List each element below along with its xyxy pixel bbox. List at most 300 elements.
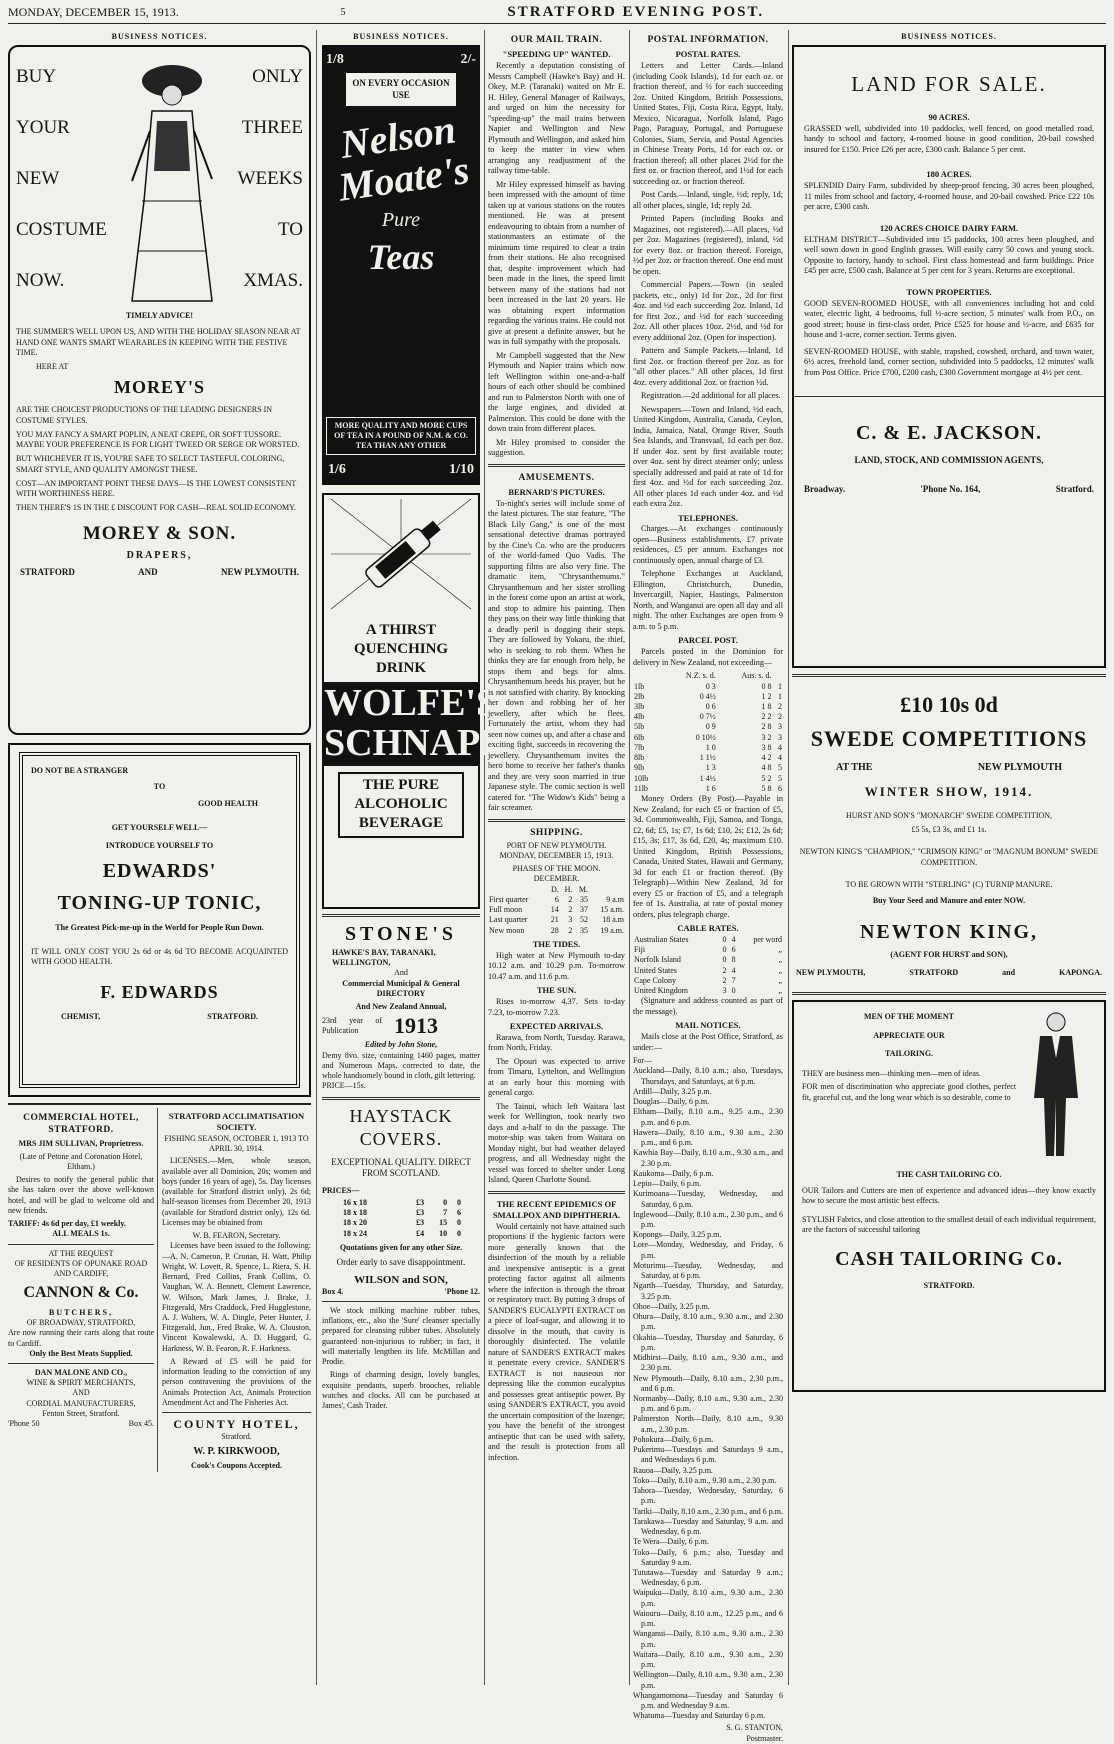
mail-notice-item: Ohoe—Daily, 3.25 p.m. bbox=[633, 1301, 710, 1311]
table-cell: 0 bbox=[457, 1218, 461, 1228]
morey-text: HERE AT bbox=[36, 362, 69, 372]
word: XMAS. bbox=[243, 269, 303, 291]
morey-right-words bbox=[238, 51, 303, 307]
table-cell: 0 3 bbox=[705, 681, 716, 691]
postal-paragraph: (Signature and address counted as part of the message). bbox=[633, 996, 783, 1016]
morey-text: BUT WHICHEVER IT IS, YOU'RE SAFE TO SELECT TASTEFUL COLORING, SMART STYLE, AND QUALITY AMONGST THESE. bbox=[16, 454, 285, 474]
cash-text: THEY are business men—thinking men—men of ideas. bbox=[802, 1069, 981, 1079]
postal-paragraph: Registration.—2d additional for all places. bbox=[641, 391, 781, 401]
morey-left-words bbox=[16, 51, 107, 307]
moon-row bbox=[488, 905, 625, 915]
tonic-name: TONING-UP TONIC, bbox=[57, 892, 262, 914]
table-cell: 4 bbox=[731, 965, 736, 975]
newspaper-title: STRATFORD EVENING POST. bbox=[507, 4, 765, 20]
table-cell: 2 bbox=[568, 925, 573, 935]
cannon-name: CANNON & Co. bbox=[23, 1284, 139, 1302]
edwards-chemist: CHEMIST, bbox=[61, 1012, 101, 1022]
mail-notice-item: Te Wera—Daily, 6 p.m. bbox=[633, 1537, 709, 1547]
table-cell: 18 a.m bbox=[602, 915, 624, 925]
word: NOW. bbox=[16, 269, 65, 291]
table-cell: N.Z. s. d. bbox=[685, 671, 716, 681]
county-hotel-town: Stratford. bbox=[221, 1432, 252, 1442]
nelson-name: Nelson Moate's bbox=[335, 106, 472, 210]
mail-notice-item: Ohura—Daily, 8.10 a.m., 9.30 a.m., and 2.30 p.m. bbox=[633, 1312, 783, 1332]
table-cell: 8lb bbox=[634, 753, 645, 763]
table-cell: Cape Colony bbox=[634, 975, 676, 985]
table-cell bbox=[488, 885, 546, 895]
wolfe-thirst: A THIRST QUENCHING DRINK bbox=[353, 621, 449, 677]
table-cell: 2 bbox=[722, 965, 727, 975]
morey-text: YOU MAY FANCY A SMART POPLIN, A NEAT CREPE, OR SOFT TUSSORE. MAYBE YOUR PREFERENCE IS FOR LIGHT TWEED OR SERGE OR WORSTED. bbox=[16, 429, 300, 450]
table-cell: 1 bbox=[778, 681, 782, 691]
cable-row bbox=[633, 955, 783, 965]
location: STRATFORD bbox=[20, 566, 75, 577]
newton-king-locations bbox=[796, 968, 1102, 978]
table-cell: „ bbox=[778, 965, 782, 975]
table-cell: United States bbox=[634, 965, 677, 975]
jackson-contact bbox=[804, 484, 1094, 496]
swede-at: AT THE bbox=[836, 761, 873, 773]
table-cell: 2lb bbox=[634, 691, 645, 701]
table-cell: 0 6 bbox=[705, 701, 716, 711]
morey-advert bbox=[8, 45, 311, 735]
morey-name: MOREY'S bbox=[113, 377, 205, 398]
parcel-row bbox=[633, 682, 783, 692]
edwards-line: DO NOT BE A STRANGER bbox=[31, 766, 129, 776]
table-cell: M. bbox=[578, 884, 588, 894]
section-label: BUSINESS NOTICES. bbox=[353, 32, 449, 41]
table-cell: 37 bbox=[579, 905, 588, 915]
table-cell: 2 8 bbox=[761, 722, 772, 732]
table-cell: 52 bbox=[579, 915, 588, 925]
wolfe-bev-line: BEVERAGE bbox=[358, 815, 444, 832]
society-season: FISHING SEASON, OCTOBER 1, 1913 TO APRIL 30, 1914. bbox=[164, 1133, 309, 1154]
location: NEW PLYMOUTH, bbox=[796, 968, 866, 978]
stone-year-row bbox=[322, 1012, 480, 1040]
cash-firm-small: THE CASH TAILORING CO. bbox=[896, 1169, 1002, 1179]
table-cell: 15 a.m. bbox=[600, 905, 624, 915]
moon-row bbox=[488, 915, 625, 925]
lady-illustration-icon bbox=[112, 51, 232, 307]
table-cell: 2 bbox=[568, 905, 573, 915]
table-cell: 3 8 bbox=[761, 742, 772, 752]
table-cell: 4 8 bbox=[761, 763, 772, 773]
table-cell: 28 bbox=[550, 925, 559, 935]
table-cell: £4 bbox=[416, 1228, 425, 1238]
table-cell: Norfolk Island bbox=[634, 955, 681, 965]
mail-notice-item: Toko—Daily, 8.10 a.m., 9.30 a.m., 2.30 p.m. bbox=[633, 1475, 777, 1485]
table-cell: „ bbox=[778, 945, 782, 955]
mail-notice-item: Waiouru—Daily, 8.10 a.m., 12.25 p.m., and 6 p.m. bbox=[633, 1608, 783, 1629]
jackson-phone: 'Phone No. 164, bbox=[920, 484, 981, 495]
table-cell: 0 bbox=[722, 945, 727, 955]
location: AND bbox=[138, 566, 158, 577]
table-cell: 0 bbox=[457, 1228, 461, 1238]
land-heading: 90 ACRES. bbox=[928, 112, 970, 123]
haystack-contact bbox=[322, 1287, 480, 1297]
mail-notices-list bbox=[633, 1056, 783, 1721]
land-heading: 180 ACRES. bbox=[926, 169, 972, 180]
mail-notice-item: Auckland—Daily, 8.10 a.m.; also, Tuesdays, Thursdays, and Saturdays, at 6 p.m. bbox=[633, 1066, 783, 1086]
postal-paragraph: Pattern and Sample Packets.—Inland, 1d first 2oz. or fraction thereof per 2oz. as for "all other places." All other places, 1d first 4oz. every additional 2oz. or fraction ½d. bbox=[633, 346, 783, 387]
table-cell: 3 bbox=[568, 915, 573, 925]
postal-paragraph: Newspapers.—Town and Inland, ½d each, United Kingdom, Australia, Canada, Ceylon, India, Jamaica, Natal, Orange River, South Sea Islands, and Transvaal, 1d each per 8oz. If under 4oz. sent by first available route; over 4oz. sent by direct steamer only; unless specially addressed and paid at rate of 1d for first 4oz. and ½d for each succeeding 2oz. All other places 1d each under 4oz. and ½d each extra 2oz. bbox=[633, 404, 783, 509]
section-label: BUSINESS NOTICES. bbox=[901, 32, 997, 41]
location: STRATFORD bbox=[909, 968, 959, 978]
postal-paragraph: Printed Papers (including Books and Magazines, not registered).—All places, ½d per 2oz. Magazines (registered), inland, ½d for every 8oz. or fraction thereof. Foreign, ½d per 2oz. or fraction thereof. One end must be open. bbox=[633, 214, 783, 276]
haystack-prices-table bbox=[342, 1198, 462, 1239]
stone-directory: Commercial Municipal & General DIRECTORY bbox=[342, 978, 460, 998]
table-cell: Full moon bbox=[489, 905, 523, 915]
table-cell: 18 x 20 bbox=[343, 1218, 367, 1228]
land-heading: 120 ACRES CHOICE DAIRY FARM. bbox=[879, 222, 1019, 233]
table-cell: 2 2 bbox=[761, 712, 772, 722]
cash-text: OUR Tailors and Cutters are men of experience and advanced ideas—they know exactly how to secure the most artistic best effects. bbox=[802, 1186, 1096, 1206]
table-cell bbox=[589, 885, 625, 895]
column-rule bbox=[788, 30, 789, 1685]
mail-notice-item: Moturimu—Tuesday, Wednesday, and Saturday, at 6 p.m. bbox=[633, 1260, 783, 1281]
parcel-row bbox=[633, 784, 783, 794]
amusements-subtitle: BERNARD'S PICTURES. bbox=[508, 486, 605, 497]
table-cell: 3 bbox=[778, 722, 782, 732]
table-cell: New moon bbox=[489, 925, 525, 935]
postal-rates-heading: POSTAL RATES. bbox=[675, 49, 741, 60]
table-cell: 0 10½ bbox=[695, 732, 716, 742]
cash-text: STYLISH Fabrics, and close attention to the smallest detail of each individual requirement, are the factors of successful tailoring bbox=[802, 1214, 1096, 1234]
mail-notice-item: Kawhia Bay—Daily, 8.10 a.m., 9.30 a.m., and 2.30 p.m. bbox=[633, 1148, 783, 1168]
table-cell: 9lb bbox=[634, 763, 645, 773]
table-cell: 11lb bbox=[634, 783, 648, 793]
location: KAPONGA. bbox=[1059, 968, 1102, 978]
cash-line: MEN OF THE MOMENT bbox=[864, 1012, 954, 1022]
hotel-title: COMMERCIAL HOTEL, STRATFORD. bbox=[23, 1113, 139, 1136]
county-hotel-name: COUNTY HOTEL, bbox=[173, 1417, 300, 1432]
table-cell: 0 bbox=[731, 986, 736, 996]
table-cell: £3 bbox=[416, 1218, 425, 1228]
table-cell: First quarter bbox=[489, 894, 529, 904]
mail-notice-item: Hawera—Daily, 8.10 a.m., 9.30 a.m., 2.30 p.m., and 6 p.m. bbox=[633, 1127, 783, 1148]
table-cell: 1 0 bbox=[705, 742, 716, 752]
cannon-trade: BUTCHERS, bbox=[48, 1307, 113, 1317]
article-paragraph: Mr Campbell suggested that the New Plymouth and Napier trains which now left Wellington within one-and-a-half hours of each other should be combined and run to Palmerston North with one of the large engines, and divided at Palmerston. This could be done with the down train from different places. bbox=[488, 350, 625, 434]
table-cell: 5 bbox=[778, 773, 782, 783]
table-cell: 1 4½ bbox=[699, 773, 716, 783]
table-cell: 4lb bbox=[634, 712, 645, 722]
swede-comp-prizes: £5 5s, £3 3s, and £1 1s. bbox=[911, 825, 987, 835]
mail-notice-item: Waitara—Daily, 8.10 a.m., 9.30 a.m., 2.30 p.m. bbox=[633, 1649, 783, 1670]
parcel-post-heading: PARCEL POST. bbox=[678, 635, 738, 646]
swede-manure: TO BE GROWN WITH "STERLING" (C) TURNIP MANURE. bbox=[845, 879, 1053, 889]
table-cell: per word bbox=[753, 934, 782, 944]
article-paragraph: Would certainly not have attained such proportions if the hygienic factors were more generally known that the disinfection of the mouth by a reliable and inexpensive antiseptic is a great protecting factor against all ailments where the infection is through the throat or respiratory tract. By putting 3 drops of SANDER'S EUCALYPTI EXTRACT on a piece of loaf-sugar, and allowing it to dissolve in the mouth, that cavity is thoroughly disinfected. The volatile nature of SANDER'S EXTRACT makes it penetrate every crevice. SANDER'S EXTRACT is not nauseous nor depressing like the common eucalyptus and possesses great antiseptic power. By using SANDER'S EXTRACT, you avoid the uncertain composition of the lozenge; you have the benefit of the strongest antiseptic that can be used with safety, and the result is protection from all infection. bbox=[488, 1221, 625, 1462]
cash-line: TAILORING. bbox=[884, 1048, 934, 1058]
wolfe-name bbox=[324, 682, 525, 766]
mail-notice-item: New Plymouth—Daily, 8.10 a.m., 2.30 p.m., and 6 p.m. bbox=[633, 1373, 783, 1393]
mail-notice-item: Kurimoana—Tuesday, Wednesday, and Saturday, 6 p.m. bbox=[633, 1189, 783, 1209]
parcel-row bbox=[633, 671, 783, 681]
mail-notice-item: Midhirst—Daily, 8.10 a.m., 9.30 a.m., and 2.30 p.m. bbox=[633, 1353, 783, 1373]
hotel-meals: ALL MEALS 1s. bbox=[52, 1229, 110, 1239]
table-cell: 0 bbox=[722, 955, 727, 965]
article-paragraph: Recently a deputation consisting of Messrs Campbell (Hawke's Bay) and H. Okey, M.P. (Taranaki) waited on Mr E. H. Hiley, General Manager of Railways, and urged on him the necessity for "speeding-up" the mail trains between Napier and Wellington and New Plymouth and Wellington, and asked him to keep the matter in view when arranging any readjustment of the railway time-table. bbox=[488, 61, 625, 176]
stone-editor: Edited by John Stone, bbox=[364, 1040, 438, 1050]
stone-pub: 23rd year of Publication bbox=[322, 1016, 382, 1036]
morey-firm: MOREY & SON. bbox=[82, 522, 237, 544]
edwards-advert bbox=[8, 743, 311, 1097]
malone-contact bbox=[8, 1419, 154, 1429]
mail-notice-item: Whatuma—Tuesday and Saturday 6 p.m. bbox=[633, 1711, 766, 1721]
table-cell: 2 bbox=[568, 894, 573, 904]
table-cell: 7 bbox=[443, 1208, 448, 1218]
article-paragraph: To-night's series will include some of the latest pictures. The star feature, "The Black Lily Gang," is one of the most sensational detective dramas portrayed by the Cine's Co. who are the producers of the world-famed Quo Vadis. The supporting films are also very fine. The dramatic item, "Chrysanthemums." Chrysanthemum and her sister strolling in the forest come upon an artist at work, and stop to admire his painting. Then they pass on their way little thinking that a deadly peril is dogging their steps. They are followed by Yokaru, the thief, who is seeking to rob them. When he thinks they are far enough from help, he stops them and begs for alms. Chrysanthemum heeds his prayer, but he is not satisfied with charity. By knocking her down and robbing her of her jewellery, after which he flees. Fortunately the artist, whom they had seen now comes up, and after a chase and exciting fight, succeeds in recovering the jewellery. Chrysanthemum invites the hero home to receive her father's thanks and they are very soon married in true Japanese style. The comic section is well catered for. "The Widow's Kids" being a fair screamer. bbox=[488, 498, 625, 813]
cannon-text: OF RESIDENTS OF OPUNAKE ROAD AND CARDIFF, bbox=[14, 1258, 148, 1279]
mail-notice-item: Palmerston North—Daily, 8.10 a.m., 9.30 a.m., 2.30 p.m. bbox=[633, 1414, 783, 1434]
society-secretary: W. B. FEARON, Secretary. bbox=[192, 1231, 281, 1241]
cable-row bbox=[633, 966, 783, 976]
nelson-prices-top bbox=[326, 51, 476, 69]
sun-heading: THE SUN. bbox=[536, 985, 577, 996]
table-cell: 3 bbox=[778, 732, 782, 742]
mail-notice-item: Ngarth—Tuesday, Thursday, and Saturday, 3.25 p.m. bbox=[633, 1281, 783, 1301]
table-cell: Aus. s. d. bbox=[741, 671, 772, 681]
haystack-phone: 'Phone 12. bbox=[444, 1286, 480, 1296]
edwards-line: IT WILL ONLY COST YOU 2s 6d or 4s 6d TO BECOME ACQUAINTED WITH GOOD HEALTH. bbox=[31, 946, 288, 967]
table-cell: „ bbox=[778, 955, 782, 965]
county-hotel-proprietor: W. P. KIRKWOOD, bbox=[193, 1445, 280, 1457]
nelson-moate-advert bbox=[322, 45, 480, 485]
moon-row bbox=[488, 885, 625, 895]
milking-notice: We stock milking machine rubber tubes, inflations, etc., also the 'Sure' cleanser specially prepared for cleansing rubber tubes. Absolutely guaranteed non-injurious to rubber; in fact, it will materially lengthen its life. McMillan and Prodie. bbox=[322, 1305, 480, 1367]
table-cell: 1 6 bbox=[705, 783, 716, 793]
table-cell: 2 bbox=[778, 712, 782, 722]
table-cell: 1 bbox=[778, 691, 782, 701]
edwards-inner-frame bbox=[22, 755, 297, 1085]
wolfe-name-line: WOLFE'S bbox=[324, 682, 498, 725]
postal-paragraph: Letters and Letter Cards.—Inland (including Cook Islands), 1d for each oz. or fraction thereof, and ½ for each succeeding 2oz. United Kingdom, British Possessions, United States, Fiji, Costa Rica, Egypt, Italy, Mexico, Nicaragua, Norfolk Island, Pago Pago, Paraguay, Portugal, and Portuguese Colonies, Siam, Servia, and Postal Agencies in Chinese Treaty Ports, 1d for each oz. or fraction thereof; all other places 2½d for the first oz. or fraction thereof, and 1½d for each succeeding oz. or fraction thereof. bbox=[633, 61, 783, 186]
parcel-row bbox=[633, 753, 783, 763]
mail-notice-item: Toko—Daily, 6 p.m.; also, Tuesday and Saturday 9 a.m. bbox=[633, 1547, 783, 1567]
word: ONLY bbox=[252, 66, 303, 88]
malone-text: AND bbox=[72, 1388, 90, 1398]
table-cell: 5lb bbox=[634, 722, 645, 732]
parcel-row bbox=[633, 722, 783, 732]
price-row bbox=[342, 1198, 462, 1208]
arrivals-text: Rarawa, from North, Tuesday. Rarawa, from North, Friday. bbox=[488, 1032, 625, 1053]
mail-notice-item: Tututawa—Tuesday and Saturday 9 a.m.; Wednesday, 6 p.m. bbox=[633, 1567, 783, 1588]
tides-heading: THE TIDES. bbox=[532, 938, 581, 949]
cannon-text: OF BROADWAY, STRATFORD, bbox=[26, 1318, 136, 1328]
article-paragraph: The Tainui, which left Waitara last week for Wellington, took nearly two days and a-half to do the passage. The motor-ship was taken from Waitara on Monday night, but had weather delayed progress, and all Wednesday night the vessel was forced to shelter under Long Island, Queen Charlotte Sound. bbox=[488, 1101, 625, 1185]
table-cell: 0 9 bbox=[705, 722, 716, 732]
cash-header bbox=[802, 1008, 1096, 1162]
jackson-street: Broadway. bbox=[804, 484, 846, 495]
prize-amount: £10 10s 0d bbox=[900, 692, 998, 718]
swede-comp: NEWTON KING'S "CHAMPION," "CRIMSON KING" or "MAGNUM BONUM" SWEDE COMPETITION. bbox=[799, 847, 1099, 867]
malone-box: Box 45. bbox=[128, 1419, 154, 1429]
table-cell: 18 x 18 bbox=[343, 1208, 367, 1218]
shipping-date: MONDAY, DECEMBER 15, 1913. bbox=[499, 850, 614, 860]
morey-text: ARE THE CHOICEST PRODUCTIONS OF THE LEADING DESIGNERS IN COSTUME STYLES. bbox=[16, 405, 273, 425]
haystack-firm: WILSON and SON, bbox=[354, 1273, 448, 1286]
tailored-man-icon bbox=[1016, 1008, 1096, 1162]
shipping-port: PORT OF NEW PLYMOUTH. bbox=[506, 840, 607, 850]
table-cell: 0 7½ bbox=[699, 712, 716, 722]
mail-train-subtitle: "SPEEDING UP" WANTED. bbox=[502, 49, 611, 60]
edwards-line: The Greatest Pick-me-up in the World for People Run Down. bbox=[55, 922, 264, 932]
morey-headline bbox=[16, 51, 303, 307]
parcel-row bbox=[633, 702, 783, 712]
malone-text: CORDIAL MANUFACTURERS, bbox=[26, 1398, 136, 1408]
swede-buy: Buy Your Seed and Manure and enter NOW. bbox=[872, 896, 1026, 906]
malone-address: Fenton Street, Stratford. bbox=[42, 1408, 120, 1418]
mail-notice-item: Inglewood—Daily, 8.10 a.m., 2.30 p.m., and 6 p.m. bbox=[633, 1209, 783, 1229]
table-cell: 6 bbox=[457, 1208, 461, 1218]
postmaster-name: S. G. STANTON, bbox=[726, 1723, 783, 1733]
cash-line: APPRECIATE OUR bbox=[873, 1030, 945, 1040]
table-cell: 0 bbox=[443, 1197, 448, 1207]
table-cell: 0 8 bbox=[761, 681, 772, 691]
col1-bottom-left bbox=[8, 1108, 158, 1471]
table-cell: D. bbox=[550, 884, 559, 894]
jackson-name: C. & E. JACKSON. bbox=[855, 422, 1042, 445]
table-cell: 2 bbox=[778, 701, 782, 711]
table-cell: 7lb bbox=[634, 742, 645, 752]
table-cell: 3lb bbox=[634, 701, 645, 711]
table-cell: Last quarter bbox=[489, 915, 528, 925]
newton-king-name: NEWTON KING, bbox=[859, 921, 1039, 944]
table-cell: 10lb bbox=[634, 773, 649, 783]
drapers-label: DRAPERS, bbox=[126, 549, 193, 561]
mail-notice-item: Douglas—Daily, 6 p.m. bbox=[633, 1097, 710, 1107]
table-cell: 16 x 18 bbox=[343, 1197, 367, 1207]
col1-bottom-right bbox=[162, 1108, 311, 1471]
table-cell: 2 bbox=[722, 975, 727, 985]
price: 1/8 bbox=[326, 52, 344, 68]
parcel-table bbox=[633, 671, 783, 794]
postal-paragraph: Charges.—At exchanges continuously open—Business establishments, £7 private residences, £5 per annum. Exchanges not continuously open, annual charge of £3. bbox=[633, 524, 783, 565]
table-cell: 18 x 24 bbox=[343, 1228, 367, 1238]
edwards-line: TO bbox=[153, 782, 166, 792]
column-3 bbox=[488, 30, 625, 1685]
wolfe-name-line: SCHNAPPS bbox=[324, 722, 525, 765]
masthead bbox=[8, 2, 1106, 24]
cannon-text: Are now running their carts along that route to Cardiff. bbox=[8, 1328, 154, 1348]
stone-name: STONE'S bbox=[344, 923, 458, 946]
parcel-row bbox=[633, 763, 783, 773]
price: 1/10 bbox=[449, 462, 474, 478]
mail-notice-item: Okahia—Tuesday, Thursday and Saturday, 6 p.m. bbox=[633, 1332, 783, 1352]
cash-firm: CASH TAILORING Co. bbox=[835, 1248, 1063, 1271]
edwards-line: GET YOURSELF WELL— bbox=[111, 822, 208, 832]
haystack-order: Order early to save disappointment. bbox=[336, 1257, 466, 1268]
article-paragraph: The Opouri was expected to arrive from Timaru, Lyttelton, and Wellington at an early hour this morning with general cargo. bbox=[488, 1056, 625, 1098]
stone-year: 1913 bbox=[394, 1013, 438, 1039]
land-title: LAND FOR SALE. bbox=[851, 72, 1047, 97]
issue-date: MONDAY, DECEMBER 15, 1913. bbox=[8, 5, 179, 19]
column-rule bbox=[629, 30, 630, 1685]
moon-row bbox=[488, 895, 625, 905]
price-row bbox=[342, 1229, 462, 1239]
table-cell: 5 8 bbox=[761, 783, 772, 793]
mail-notice-item: Eltham—Daily, 8.10 a.m., 9.25 a.m., 2.30 p.m. and 6 p.m. bbox=[633, 1107, 783, 1127]
word: NEW bbox=[16, 168, 60, 190]
morey-locations bbox=[16, 567, 303, 579]
stone-advert bbox=[322, 922, 480, 1091]
column-rule bbox=[484, 30, 485, 1685]
mail-notices-heading: MAIL NOTICES. bbox=[675, 1020, 741, 1031]
table-cell: 6lb bbox=[634, 732, 645, 742]
edwards-line: INTRODUCE YOURSELF TO bbox=[105, 841, 214, 851]
mail-notice-item: Rauoa—Daily, 3.25 p.m. bbox=[633, 1465, 713, 1475]
mail-notice-item: Waipuku—Daily, 8.10 a.m., 9.30 a.m., 2.30 p.m. bbox=[633, 1588, 783, 1608]
malone-phone: 'Phone 50 bbox=[8, 1419, 40, 1429]
jackson-town: Stratford. bbox=[1055, 484, 1094, 495]
column-rule bbox=[316, 30, 317, 1685]
table-cell: 35 bbox=[579, 894, 588, 904]
society-text: A Reward of £5 will be paid for information leading to the conviction of any person contravening the provisions of the Animals Protection Act, Animals Protection Amendment Act and The Fisheries Act. bbox=[162, 1356, 311, 1407]
parcel-row bbox=[633, 774, 783, 784]
table-cell: 5 2 bbox=[761, 773, 772, 783]
table-cell: 14 bbox=[550, 905, 559, 915]
morey-text: THEN THERE'S 1S IN THE £ DISCOUNT FOR CASH—REAL SOLID ECONOMY. bbox=[16, 503, 296, 513]
moon-row bbox=[488, 926, 625, 936]
edwards-firm: F. EDWARDS bbox=[100, 982, 219, 1003]
land-text: GRASSED well, subdivided into 10 paddocks, well fenced, on good metalled road, handy to school and factory, 4-roomed house in good condition, 20-bail cowshed insured for £150. Price £26 per acre, £300 cash. Balance 5 per cent. bbox=[804, 123, 1094, 154]
table-cell: 1 2 bbox=[761, 691, 772, 701]
haystack-name: COVERS. bbox=[359, 1128, 443, 1149]
table-cell: 15 bbox=[439, 1218, 448, 1228]
price-row bbox=[342, 1208, 462, 1218]
table-cell bbox=[633, 671, 661, 681]
land-text: SEVEN-ROOMED HOUSE, with stable, trapshed, cowshed, orchard, and town water, 6½ acres, freehold land, corner section, subdivided into 5 paddocks, 12 minutes' walk from Post Office. Price £700, £200 cash, £300 Government mortgage at 4½ per cent. bbox=[804, 346, 1094, 377]
mail-notice-item: Tariki—Daily, 8.10 a.m., 2.30 p.m., and 6 p.m. bbox=[633, 1506, 784, 1516]
cash-headline bbox=[802, 1008, 1016, 1162]
table-cell: 10 bbox=[439, 1228, 448, 1238]
table-cell: 1 1½ bbox=[699, 753, 716, 763]
cable-row bbox=[633, 986, 783, 996]
jackson-desc: LAND, STOCK, AND COMMISSION AGENTS, bbox=[854, 454, 1044, 465]
postal-paragraph: Post Cards.—Inland, single, ½d; reply, 1d; all other places, single, 1d; reply 2d. bbox=[633, 190, 783, 210]
table-cell: 0 4½ bbox=[699, 691, 716, 701]
page-number: 5 bbox=[340, 7, 346, 18]
cash-tailoring-advert bbox=[792, 1000, 1106, 1392]
edwards-name: EDWARDS' bbox=[102, 860, 217, 883]
haystack-quotation: Quotations given for any other Size. bbox=[339, 1242, 463, 1252]
society-text: LICENSES.—Men, whole season, available over all Dominion, 20s; women and boys (under 16 years of age), 5s. Day licenses (available for Stratford district only), 2s 6d; half-season licenses from December 20, 1913 (available for Stratford district only), 12s 6d. Licenses may be obtained from bbox=[162, 1156, 311, 1227]
edwards-address bbox=[31, 1004, 288, 1022]
edwards-town: STRATFORD. bbox=[207, 1012, 258, 1022]
table-cell: 4 bbox=[778, 753, 782, 763]
table-cell: United Kingdom bbox=[634, 986, 688, 996]
stone-price: PRICE—15s. bbox=[322, 1081, 366, 1091]
article-paragraph: Mr Hiley promised to consider the suggestion. bbox=[488, 437, 625, 458]
mail-notice-item: Whangamomona—Tuesday and Saturday 6 p.m. and Wednesday 9 a.m. bbox=[633, 1690, 783, 1711]
hotel-text: (Late of Petone and Coronation Hotel, Eltham.) bbox=[19, 1151, 143, 1172]
mail-notice-item: Normanby—Daily, 8.10 a.m., 9.30 a.m., 2.30 p.m. and 6 p.m. bbox=[633, 1393, 783, 1414]
table-cell: 4 bbox=[778, 742, 782, 752]
table-cell: „ bbox=[778, 986, 782, 996]
wolfe-beverage bbox=[338, 772, 464, 838]
haystack-advert bbox=[322, 1105, 480, 1412]
nelson-slogan: MORE QUALITY AND MORE CUPS OF TEA IN A POUND OF N.M. & CO. TEA THAN ANY OTHER bbox=[326, 417, 476, 456]
table-cell: 1 3 bbox=[705, 763, 716, 773]
moon-month: DECEMBER. bbox=[533, 874, 580, 884]
word: BUY bbox=[16, 66, 57, 88]
price: 1/6 bbox=[328, 462, 346, 478]
word: TO bbox=[278, 219, 303, 240]
table-cell: 6 bbox=[778, 783, 782, 793]
haystack-prices-label: PRICES— bbox=[322, 1185, 360, 1195]
